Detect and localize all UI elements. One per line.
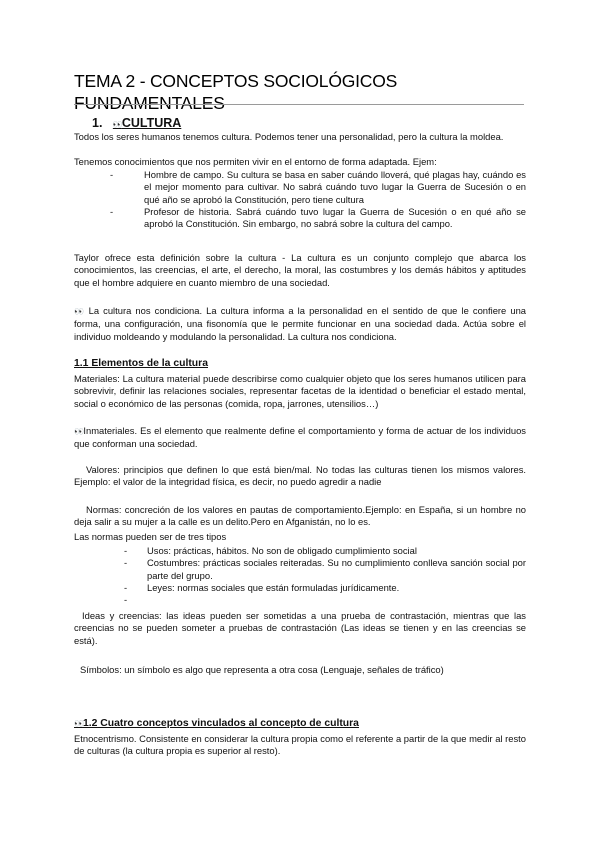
bullet-dash: - [110, 205, 114, 217]
paragraph-inmateriales: 👀Inmateriales. Es el elemento que realmente define el comportamiento y forma de actuar de los individuos que conforman una sociedad. [74, 425, 526, 450]
section-1-1-heading: 1.1 Elementos de la cultura [74, 358, 208, 369]
section-1-2-heading: 👀1.2 Cuatro conceptos vinculados al concepto de cultura [74, 718, 359, 729]
bullet-dash: - [124, 557, 128, 569]
paragraph-intro: Todos los seres humanos tenemos cultura. Podemos tener una personalidad, pero la cultura la moldea. [74, 131, 504, 142]
list-item: - Usos: prácticas, hábitos. No son de obligado cumplimiento social [124, 545, 417, 556]
bullet-dash: - [124, 581, 128, 593]
list-item: - Leyes: normas sociales que están formuladas jurídicamente. [124, 581, 400, 593]
bullet-dash: - [124, 545, 128, 556]
bullet-dash: - [124, 594, 128, 606]
eyes-icon: 👀 [74, 427, 84, 436]
paragraph-normas: Normas: concreción de los valores en pautas de comportamiento.Ejemplo: en España, si un hombre no deja salir a su mujer a la calle es un delito.Pero en Afganistán, no lo es. [74, 504, 526, 528]
paragraph-conocimientos: Tenemos conocimientos que nos permiten vivir en el entorno de forma adaptada. Ejem: [74, 156, 437, 167]
section-1-number: 1. [92, 116, 103, 130]
paragraph-condiciona: 👀 La cultura nos condiciona. La cultura informa a la personalidad en el sentido de que le confiere una forma, una configuración, una fisonomía que le permite funcionar en una sociedad dada. Actúa sobre el individuo moldeando y modulando la personalidad. La cultura nos condiciona. [74, 305, 527, 342]
list-item [110, 206, 526, 231]
list-item [110, 169, 526, 206]
title-divider [74, 104, 524, 105]
eyes-icon: 👀 [74, 719, 83, 728]
paragraph-valores: Valores: principios que definen lo que está bien/mal. No todas las culturas tienen los mismos valores. Ejemplo: el valor de la integridad física, es decir, no puedo agredir a nadie [74, 464, 526, 488]
paragraph-ideas: Ideas y creencias: las ideas pueden ser sometidas a una prueba de contrastación, mientras que las creencias no se pueden someter a pruebas de contrastación (Las ideas se tienen y en las creencias se está). [74, 610, 526, 646]
paragraph-taylor: Taylor ofrece esta definición sobre la cultura - La cultura es un conjunto complejo que abarca los conocimientos, las creencias, el arte, el derecho, la moral, las costumbres y los demás hábitos y aptitudes que el hombre adquiere en cuanto miembro de una sociedad. [74, 252, 526, 288]
paragraph-materiales: Materiales: La cultura material puede describirse como cualquier objeto que los seres humanos utilicen para sobrevivir, definir las relaciones sociales, representar facetas de la identidad o beneficiar el estado mental, social o económico de las personas (comida, ropa, jarrones, utensilios…) [74, 373, 526, 409]
bullet-dash: - [110, 169, 114, 180]
example-text: Profesor de historia. Sabrá cuándo tuvo lugar la Guerra de Sucesión o en qué año se aprobó la Constitución. Sin embargo, no sabrá sobre la cultura del campo. [144, 205, 526, 230]
list-item: - Costumbres: prácticas sociales reiteradas. Su no cumplimiento conlleva sanción social por parte del grupo. [124, 557, 526, 581]
paragraph-simbolos: Símbolos: un símbolo es algo que representa a otra cosa (Lenguaje, señales de tráfico) [80, 664, 444, 675]
examples-list [110, 169, 526, 230]
eyes-icon: 👀 [112, 120, 122, 129]
paragraph-etnocentrismo: Etnocentrismo. Consistente en considerar la cultura propia como el referente a partir de la que medir al resto de culturas (la cultura propia es superior al resto). [74, 733, 526, 757]
normas-tipos-intro: Las normas pueden ser de tres tipos [74, 531, 227, 542]
eyes-icon: 👀 [74, 307, 85, 316]
normas-tipos-list [124, 545, 526, 606]
example-text: Hombre de campo. Su cultura se basa en saber cuándo lloverá, qué plagas hay, cuándo es el mejor momento para cultivar. No sabrá cuándo tuvo lugar la Guerra de Sucesión o en qué año se aprobó la Constitución, pero tiene cultura [144, 169, 526, 205]
page-title: TEMA 2 - CONCEPTOS SOCIOLÓGICOS FUNDAMENTALES [74, 71, 398, 113]
section-1-title: CULTURA [121, 116, 182, 130]
